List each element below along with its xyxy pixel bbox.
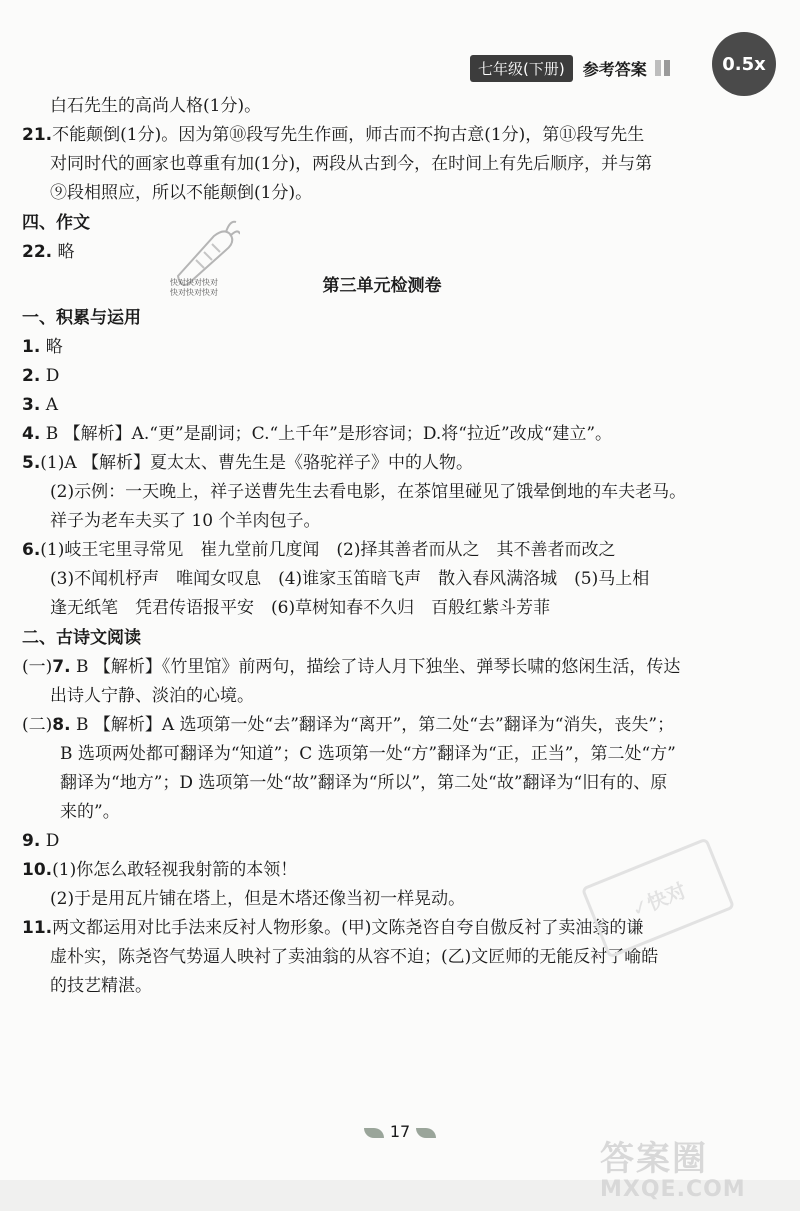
question-number: 9. [22, 831, 41, 851]
text-line: 来的”。 [60, 802, 120, 822]
mascot-caption-line: 快对快对快对 [170, 288, 218, 297]
question-number: 7. [52, 657, 71, 677]
question-5 [22, 449, 742, 478]
answer-text: A [45, 395, 58, 415]
text-line: (2)示例：一天晚上，祥子送曹先生去看电影，在茶馆里碰见了饿晕倒地的车夫老马。 [50, 482, 687, 502]
question-number: 6. [22, 540, 41, 560]
question-8 [22, 711, 742, 740]
question-2 [22, 362, 742, 391]
text-line: B 选项两处都可翻译为“知道”；C 选项第一处“方”翻译为“正，正当”，第二处“方” [60, 744, 676, 764]
question-number: 4. [22, 424, 41, 444]
header-bars-icon [655, 60, 670, 76]
question-number: 3. [22, 395, 41, 415]
mascot-caption [170, 278, 218, 298]
question-22 [22, 238, 742, 267]
answer-label: 参考答案 [582, 59, 647, 79]
leaf-left-icon [364, 1128, 384, 1138]
answer-text: 略 [57, 242, 75, 262]
grade-tag: 七年级(下册) [470, 55, 573, 82]
section-heading: 二、古诗文阅读 [22, 628, 141, 648]
answer-text: (1)岐王宅里寻常见 崔九堂前几度闻 (2)择其善者而从之 其不善者而改之 [40, 540, 616, 560]
answer-text: D [45, 831, 60, 851]
question-3 [22, 391, 742, 420]
answer-text: (1)A 【解析】夏太太、曹先生是《骆驼祥子》中的人物。 [40, 453, 474, 473]
answer-text: (1)你怎么敢轻视我射箭的本领！ [52, 860, 298, 880]
question-6 [22, 536, 742, 565]
text-line: 祥子为老车夫买了 10 个羊肉包子。 [50, 511, 321, 531]
question-number: 21. [22, 125, 53, 145]
mascot-caption-line: 快对快对快对 [170, 278, 218, 287]
question-number: 10. [22, 860, 53, 880]
question-number: 1. [22, 337, 41, 357]
watermark-title: 答案圈 [600, 1139, 708, 1179]
question-number: 22. [22, 242, 53, 262]
text-line: ⑨段相照应，所以不能颠倒(1分)。 [50, 183, 313, 203]
question-number: 11. [22, 918, 53, 938]
playback-speed-button[interactable]: 0.5x [712, 32, 776, 96]
text-line: 对同时代的画家也尊重有加(1分)，两段从古到今，在时间上有先后顺序，并与第 [50, 154, 653, 174]
text-line: (3)不闻机杼声 唯闻女叹息 (4)谁家玉笛暗飞声 散入春风满洛城 (5)马上相 [50, 569, 650, 589]
question-7 [22, 653, 742, 682]
answer-text: B 【解析】A 选项第一处“去”翻译为“离开”，第二处“去”翻译为“消失，丧失”； [75, 715, 675, 735]
part-label: (一) [22, 657, 53, 677]
page-header [470, 52, 670, 84]
answer-text: 不能颠倒(1分)。因为第⑩段写先生作画，师古而不拘古意(1分)，第⑪段写先生 [52, 125, 645, 145]
text-line: 出诗人宁静、淡泊的心境。 [50, 686, 254, 706]
section-heading: 四、作文 [22, 213, 90, 233]
text-line: 虚朴实，陈尧咨气势逼人映衬了卖油翁的从容不迫；(乙)文匠师的无能反衬了喻皓 [50, 947, 659, 967]
answer-content [22, 92, 742, 1001]
section-heading: 一、积累与运用 [22, 308, 141, 328]
answer-text: D [45, 366, 60, 386]
text-line: 白石先生的高尚人格(1分)。 [50, 96, 262, 116]
question-1 [22, 333, 742, 362]
question-4 [22, 420, 742, 449]
watermark-url: MXQE.COM [600, 1177, 746, 1202]
text-line: 翻译为“地方”；D 选项第一处“故”翻译为“所以”，第二处“故”翻译为“旧有的、原 [60, 773, 668, 793]
page-number: 17 [389, 1122, 411, 1141]
question-number: 8. [52, 715, 71, 735]
part-label: (二) [22, 715, 53, 735]
question-number: 2. [22, 366, 41, 386]
answer-text: B 【解析】A.“更”是副词；C.“上千年”是形容词；D.将“拉近”改成“建立”。 [45, 424, 613, 444]
question-21 [22, 121, 742, 150]
unit-title: 第三单元检测卷 [322, 276, 442, 296]
text-line: (2)于是用瓦片铺在塔上，但是木塔还像当初一样晃动。 [50, 889, 466, 909]
leaf-right-icon [416, 1128, 436, 1138]
text-line: 逢无纸笔 凭君传语报平安 (6)草树知春不久归 百般红紫斗芳菲 [50, 598, 551, 618]
answer-text: 两文都运用对比手法来反衬人物形象。(甲)文陈尧咨自夸自傲反衬了卖油翁的谦 [52, 918, 644, 938]
answer-text: B 【解析】《竹里馆》前两句，描绘了诗人月下独坐、弹琴长啸的悠闲生活，传达 [75, 657, 681, 677]
text-line: 的技艺精湛。 [50, 976, 152, 996]
question-9 [22, 827, 742, 856]
question-number: 5. [22, 453, 41, 473]
faded-stamp: ✓快对 [581, 837, 736, 958]
site-watermark [600, 1140, 795, 1206]
answer-text: 略 [45, 337, 63, 357]
